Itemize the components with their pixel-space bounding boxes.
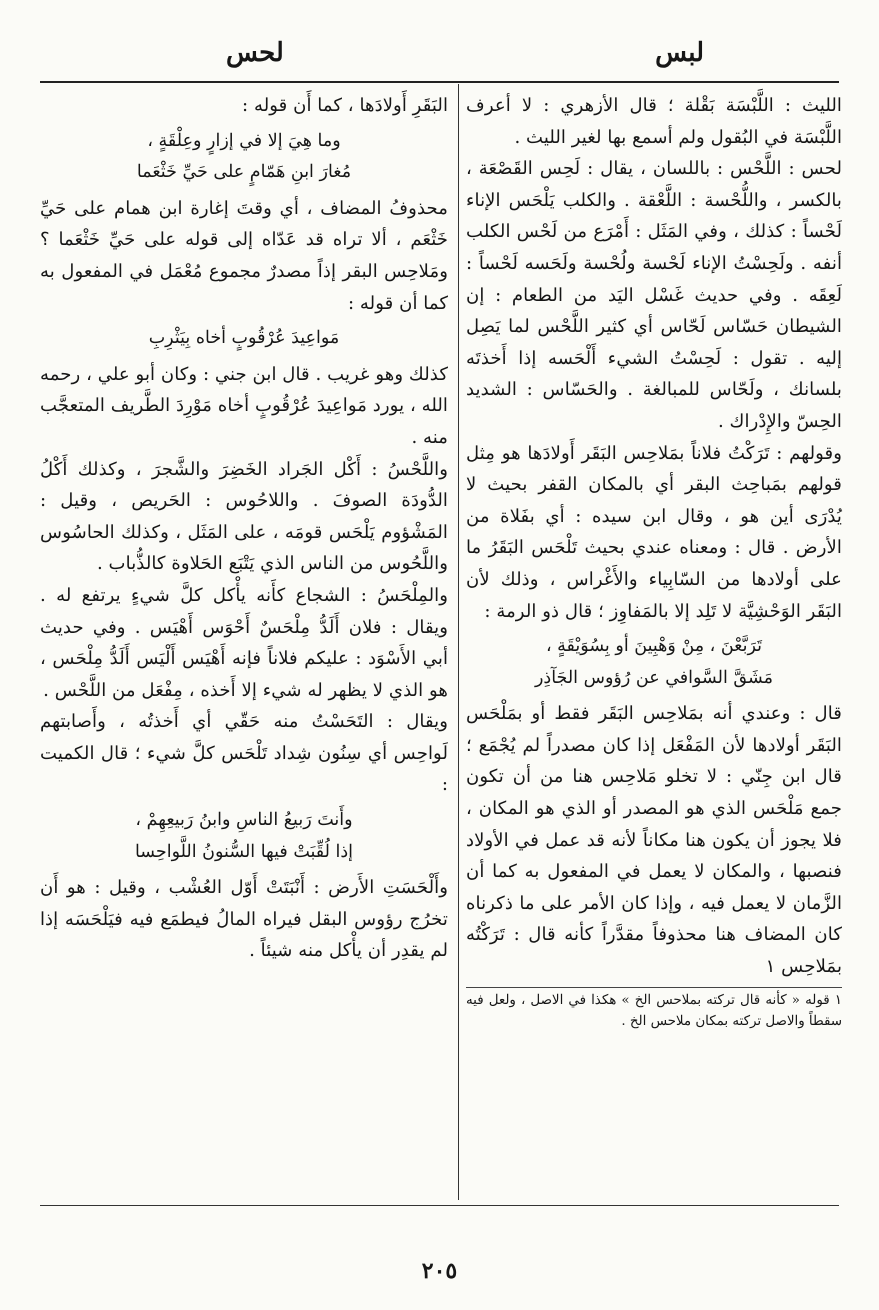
page-number: ٢٠٥: [421, 1258, 458, 1284]
footnote: ١ قوله « كأنه قال تركته بملاحس الخ » هكذا في الاصل ، ولعل فيه سقطاً والاصل تركته بمكان ملاحس الخ .: [466, 987, 842, 1032]
entry-paragraph: كذلك وهو غريب . قال ابن جني : وكان أبو علي ، رحمه الله ، يورد مَواعِيدَ عُرْقُوبٍ أخاه مَوْرِدَ الطَّريف المتعجَّب منه .: [40, 363, 448, 448]
entry-paragraph: ويقال : التَحَسْتُ منه حَقّي أي أَخذتُه ، وأَصابتهم لَواحِس أي سِنُون شِداد تَلْحَس كلَّ شيء ؛ قال الكميت :: [40, 711, 448, 796]
entry-paragraph: قال : وعندي أنه بمَلاحِس البَقَر فقط أو بمَلْحَس البَقَر أولادها لأن المَفْعَل إذا كان مصدراً لم يُجْمَع ؛ قال ابن جِنّي : لا تخلو مَلاحِس هنا من أن تكون جمع مَلْحَس الذي هو المصدر أو الذي هو المكان ، فلا يجوز أن يكون هنا مكاناً لأنه قد عمل في الأولاد فنصبها ، والمكان لا يعمل في المفعول به كما أن الزَّمان لا يعمل فيه ، وإذا كان الأمر على ما ذكرناه كان المضاف هنا محذوفاً مقدَّراً كأنه قال : تَرَكْتُه بمَلاحِس ١: [466, 703, 842, 978]
verse-line: إذا لُقِّبَتْ فيها السُّنونُ اللَّواحِسا: [134, 841, 354, 862]
verse-line: تَرَبَّعْنَ ، مِنْ وَهْبِينَ أو بِسُوَيْقَةٍ ،: [545, 636, 763, 657]
verse: [40, 126, 448, 189]
verse-line: وأَنتَ رَبيعُ الناسِ وابنُ رَبيعِهِمْ ،: [135, 810, 353, 831]
verse-line: مُغارَ ابنِ هَمّامٍ على حَيِّ خَثْعَما: [136, 162, 352, 183]
entry-paragraph: البَقَرِ أَولادَها ، كما أَن قوله :: [242, 95, 448, 116]
entry-paragraph: محذوفُ المضاف ، أي وقتَ إغارة ابن همام على حَيِّ خَثْعَم ، ألا تراه قد عَدّاه إلى قوله على حَيِّ خَثْعَما ؟ ومَلاحِس البقر إذاً مصدرٌ مجموع مُعْمَل في المفعول به كما أن قوله :: [40, 197, 448, 314]
header-rule: [40, 81, 839, 83]
verse: [40, 323, 448, 355]
entry-paragraph: وقولهم : تَرَكْتُ فلاناً بمَلاحِس البَقَر أَولادَها هو مِثل قولهم بمَباحِث البقر أي بالمكان القفر بحيث لا يُدْرَى أين هو ، وقال ابن سيده : أي بفَلاة من الأرض . قال : ومعناه عندي بحيث تَلْحَس البَقَرُ ما على أولادها من السّابِياء والأَغْراس ، وذلك لأن البَقَر الوَحْشِيَّة لا تَلِد إلا بالمَفاوِز ؛ قال ذو الرمة :: [466, 442, 842, 622]
entry-paragraph: الليث : اللَّبْسَة بَقْلة ؛ قال الأزهري : لا أعرف اللَّبْسَة في البُقول ولم أسمع بها لغير الليث .: [466, 95, 842, 148]
verse: [466, 631, 842, 694]
verse: [40, 805, 448, 868]
entry-paragraph: واللَّحْسُ : أَكْل الجَراد الخَضِرَ والشَّجرَ ، وكذلك أَكْلُ الدُّودَة الصوفَ . واللاحُوس : الحَريص ، وقيل : المَشْؤوم يَلْحَس قومَه ، على المَثَل ، وكذلك الحاسُوس واللَّحُوس من الناس الذي يَتْبَع الحَلاوة كالذُّباب .: [40, 458, 448, 575]
left-column: [40, 90, 448, 1190]
running-header-right: لبس: [655, 38, 704, 68]
right-column: [466, 90, 842, 1194]
verse-line: مَواعِيدَ عُرْقُوبٍ أخاه بِيَثْرِبِ: [148, 328, 340, 349]
verse-line: مَشَقَّ السَّوافي عن رُؤوس الجَآذِر: [534, 667, 774, 688]
column-divider: [458, 84, 459, 1200]
entry-paragraph: والمِلْحَسُ : الشجاع كأَنه يأْكل كلَّ شيءٍ يرتفع له . ويقال : فلان أَلَدُّ مِلْحَسٌ أَحْوَس أَهْيَس . وفي حديث أبي الأَسْوَد : عليكم فلاناً فإنه أَهْيَس أَلْيَس أَلَدُّ مِلْحَس ، هو الذي لا يظهر له شيء إلا أَخذه ، مِفْعَل من اللَّحْس .: [40, 584, 448, 701]
entry-paragraph: لحس : اللَّحْس : باللسان ، يقال : لَحِس القَصْعَة ، بالكسر ، واللُّحْسة : اللَّعْقة . والكلب يَلْحَس الإناء لَحْساً : كذلك ، وفي المَثَل : أَمْرَع من لَحْس الكلب أنفه . ولَحِسْتُ الإناء لَحْسة ولُحْسة ولَحَسه لَحْساً : لَعِقَه . وفي حديث غَسْل اليَد من الطعام : إن الشيطان حَسّاس لَحّاس أي كثير اللَّحْس لما يَصِل إليه . تقول : لَحِسْتُ الشيء أَلْحَسه إذا أَخذتَه بلسانك ، ولَحّاس للمبالغة . والحَسّاس : الشديد الحِسّ والإِدْراك .: [466, 158, 842, 432]
running-header-left: لحس: [226, 38, 284, 68]
entry-paragraph: وأَلْحَسَتِ الأَرض : أَنْبَتَتْ أَوّل العُشْب ، وقيل : هو أَن تخرُج رؤوس البقل فيراه المالُ فيطمَع فيه فيَلْحَسَه إذا لم يقدِر أن يأْكل منه شيئاً .: [40, 877, 448, 962]
footer-rule: [40, 1205, 839, 1206]
verse-line: وما هِيَ إلا في إزارٍ وعِلْقَةٍ ،: [147, 130, 341, 151]
